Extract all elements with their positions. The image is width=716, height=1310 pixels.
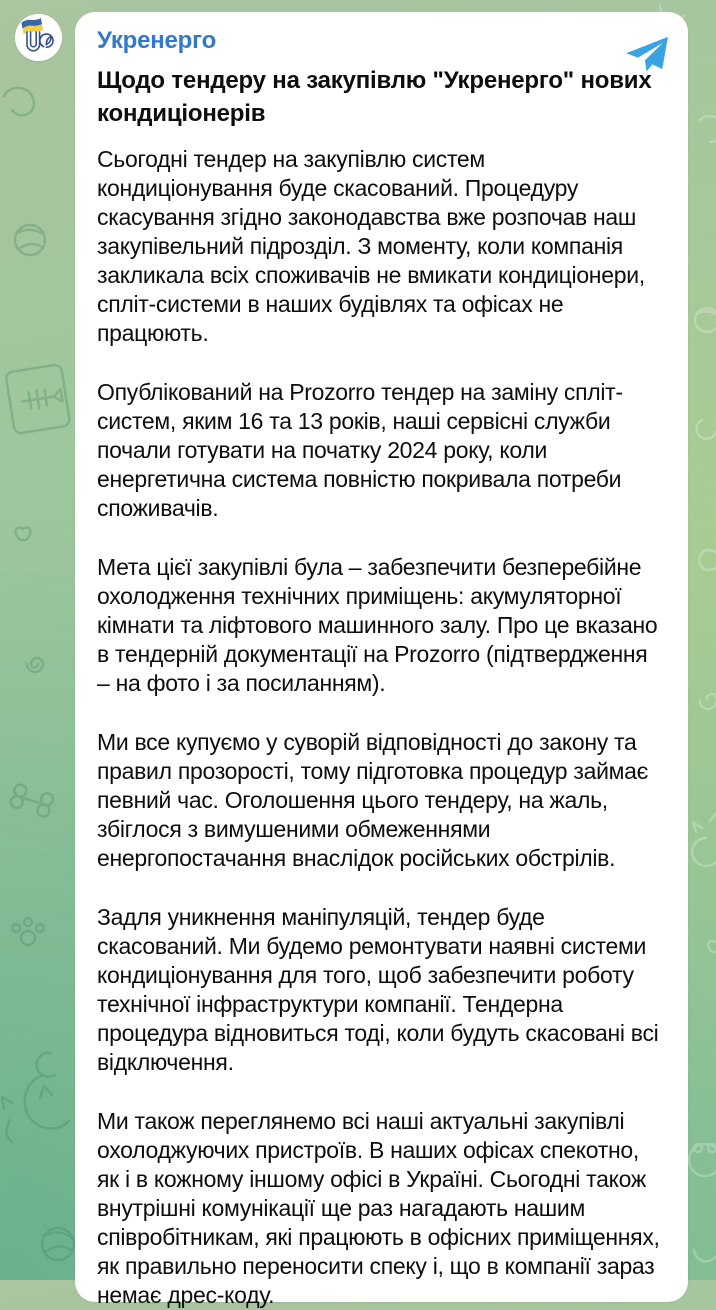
message-title: Щодо тендеру на закупівлю "Укренерго" нових кондиціонерів <box>97 67 652 127</box>
message-bubble <box>75 12 688 1308</box>
telegram-plane-icon[interactable] <box>624 35 670 75</box>
message-body <box>97 145 666 1310</box>
channel-avatar[interactable] <box>15 14 62 61</box>
message-paragraph: Ми все купуємо у суворій відповідності до закону та правил прозорості, тому підготовка процедур займає певний час. Оголошення цього тендеру, на жаль, збіглося з вимушеними обмеженнями енергопостачання внаслідок російських обстрілів. <box>97 729 649 871</box>
channel-name[interactable]: Укренерго <box>97 27 217 54</box>
message-paragraph: Ми також переглянемо всі наші актуальні закупівлі охолоджуючих пристроїв. В наших офісах спекотно, як і в кожному іншому офісі в Україні. Сьогодні також внутрішні комунікації ще раз нагадають нашим співробітникам, які працюють в офісних приміщеннях, як правильно переносити спеку і, що в компанії зараз немає дрес-коду. <box>97 1108 660 1308</box>
message-paragraph: Мета цієї закупівлі була – забезпечити безперебійне охолодження технічних приміщень: акумуляторної кімнати та ліфтового машинного залу. Про це вказано в тендерній документації на Prozorro (підтвердження – на фото і за посиланням). <box>97 554 658 696</box>
message-paragraph: Задля уникнення маніпуляцій, тендер буде скасований. Ми будемо ремонтувати наявні системи кондиціонування для того, щоб забезпечити роботу технічної інфраструктури компанії. Тендерна процедура відновиться тоді, коли будуть скасовані всі відключення. <box>97 904 659 1075</box>
ukrenergo-logo <box>15 14 62 61</box>
message-header <box>97 26 666 56</box>
message-paragraph: Опублікований на Prozorro тендер на заміну спліт-систем, яким 16 та 13 років, наші сервісні служби почали готувати на початку 2024 року, коли енергетична система повністю покривала потреби споживачів. <box>97 379 623 521</box>
message-paragraph: Сьогодні тендер на закупівлю систем кондиціонування буде скасований. Процедуру скасування згідно законодавства вже розпочав наш закупівельний підрозділ. З моменту, коли компанія закликала всіх споживачів не вмикати кондиціонери, спліт-системи в наших будівлях та офісах не працюють. <box>97 146 645 346</box>
